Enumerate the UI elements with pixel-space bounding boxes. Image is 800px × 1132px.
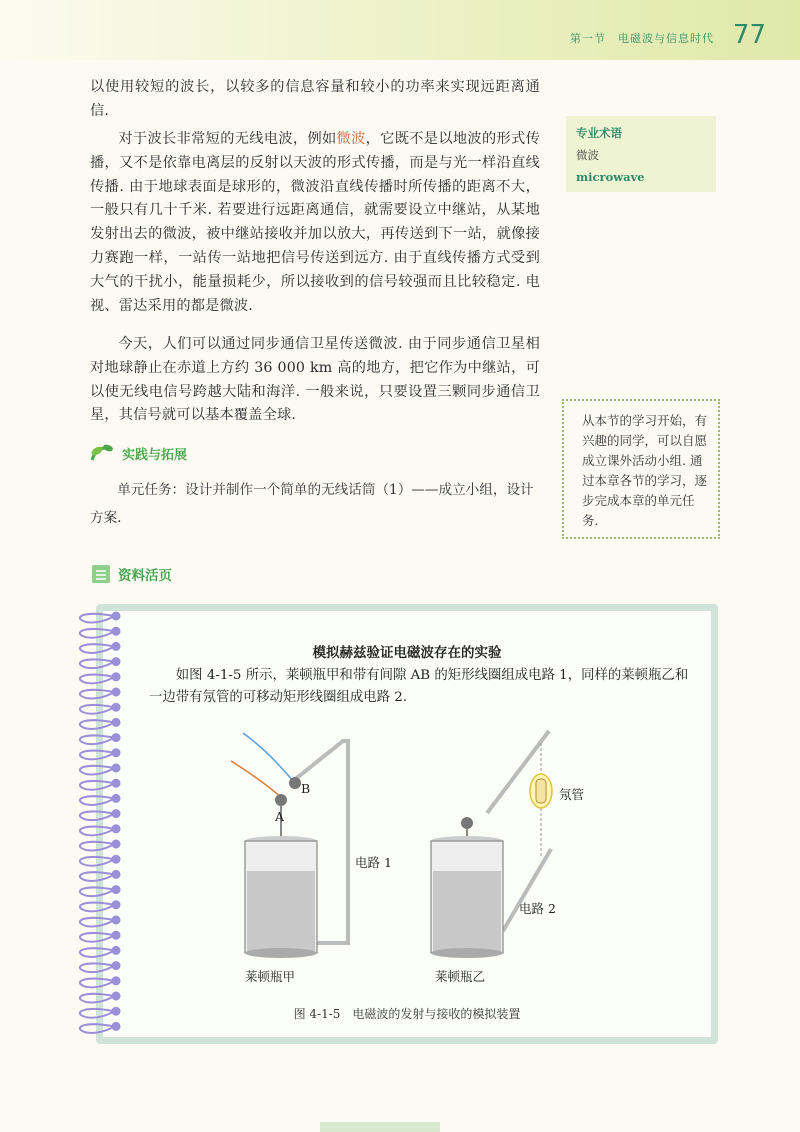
spiral-ring xyxy=(80,963,114,972)
spiral-hole xyxy=(112,870,121,879)
spiral-hole xyxy=(112,840,121,849)
jar-2-base xyxy=(431,948,503,958)
spiral-hole xyxy=(112,794,121,803)
page-number: 77 xyxy=(732,20,766,50)
glossary-box xyxy=(566,116,716,192)
resource-heading xyxy=(90,561,172,587)
spiral-hole xyxy=(112,733,121,742)
spiral-ring xyxy=(80,827,114,836)
spiral-hole xyxy=(112,657,121,666)
ball-a xyxy=(275,794,287,806)
spiral-ring xyxy=(80,872,114,881)
spiral-hole xyxy=(112,976,121,985)
spiral-ring xyxy=(80,994,114,1003)
practice-text: 单元任务：设计并制作一个简单的无线话筒（1）——成立小组，设计方案. xyxy=(90,482,534,526)
circuit-2-bottom-rod xyxy=(503,849,551,931)
spiral-ring xyxy=(80,659,114,668)
spiral-hole xyxy=(112,885,121,894)
spiral-ring xyxy=(80,796,114,805)
figure-caption: 图 4-1-5 电磁波的发射与接收的模拟装置 xyxy=(293,1007,521,1021)
spiral-hole xyxy=(112,764,121,773)
spiral-hole xyxy=(112,612,121,621)
spiral-hole xyxy=(112,672,121,681)
spiral-hole xyxy=(112,961,121,970)
jar-2-foil xyxy=(433,871,501,951)
spiral-hole xyxy=(112,1007,121,1016)
spiral-hole xyxy=(112,992,121,1001)
glossary-term-english: microwave xyxy=(576,170,645,184)
spiral-hole xyxy=(112,946,121,955)
circuit-1-label: 电路 1 xyxy=(355,855,392,870)
footer-bar xyxy=(320,1122,440,1132)
spiral-ring xyxy=(80,903,114,912)
spiral-ring xyxy=(80,751,114,760)
spiral-hole xyxy=(112,809,121,818)
microwave-term-highlight: 微波 xyxy=(336,131,366,147)
paragraph-3: 今天，人们可以通过同步通信卫星传送微波. 由于同步通信卫星相对地球静止在赤道上方约 36 000 km 高的地方，把它作为中继站，可以使无线电信号跨越大陆和海洋. 一般来说，只要设置三颗同步通信卫星，其信号就可以基本覆盖全球. xyxy=(90,336,540,424)
section-title: 第一节 电磁波与信息时代 xyxy=(570,32,714,45)
spiral-hole xyxy=(112,931,121,940)
spiral-ring xyxy=(80,948,114,957)
spiral-hole xyxy=(112,748,121,757)
card-title: 模拟赫兹验证电磁波存在的实验 xyxy=(312,645,502,661)
spiral-ring xyxy=(80,690,114,699)
spiral-hole xyxy=(112,855,121,864)
label-b: B xyxy=(301,781,311,796)
resource-label: 资料活页 xyxy=(118,568,172,584)
spiral-ring xyxy=(80,735,114,744)
spiral-ring xyxy=(80,857,114,866)
study-tip-box xyxy=(562,399,720,539)
spiral-hole xyxy=(112,627,121,636)
spiral-ring xyxy=(80,644,114,653)
spiral-ring xyxy=(80,766,114,775)
spiral-ring xyxy=(80,979,114,988)
spiral-ring xyxy=(80,629,114,638)
neon-tube xyxy=(536,779,546,803)
circuit-2-label: 电路 2 xyxy=(519,901,556,916)
spiral-hole xyxy=(112,642,121,651)
paragraph-2 xyxy=(90,128,540,318)
spiral-ring xyxy=(80,842,114,851)
paragraph-2-start: 对于波长非常短的无线电波，例如 xyxy=(118,131,337,147)
card-text: 如图 4-1-5 所示，莱顿瓶甲和带有间隙 AB 的矩形线圈组成电路 1，同样的莱顿瓶乙和一边带有氖管的可移动矩形线圈组成电路 2. xyxy=(149,668,689,705)
spiral-hole xyxy=(112,703,121,712)
spiral-hole xyxy=(112,900,121,909)
neon-tube-label: 氖管 xyxy=(559,787,585,802)
glossary-title: 专业术语 xyxy=(576,126,622,140)
jar-1-label: 莱顿瓶甲 xyxy=(245,969,296,984)
spiral-ring xyxy=(80,918,114,927)
experiment-figure xyxy=(223,721,593,1011)
spiral-ring xyxy=(80,1009,114,1018)
spiral-ring xyxy=(80,1024,114,1033)
wire-red xyxy=(231,761,283,799)
notebook-icon xyxy=(90,563,112,585)
spiral-ring xyxy=(80,887,114,896)
resource-card xyxy=(96,604,718,1044)
spiral-ring xyxy=(80,614,114,623)
spiral-binding xyxy=(62,604,124,1044)
spiral-hole xyxy=(112,779,121,788)
practice-heading xyxy=(88,440,187,466)
spiral-hole xyxy=(112,718,121,727)
jar-2-ball xyxy=(461,817,473,829)
spiral-ring xyxy=(80,781,114,790)
spiral-hole xyxy=(112,916,121,925)
spiral-ring xyxy=(80,933,114,942)
sprout-icon xyxy=(88,442,118,464)
spiral-ring xyxy=(80,675,114,684)
study-tip-text: 从本节的学习开始，有兴趣的同学，可以自愿成立课外活动小组. 通过本章各节的学习，逐步完成本章的单元任务. xyxy=(582,413,708,528)
practice-label: 实践与拓展 xyxy=(122,447,188,463)
paragraph-2-rest: ，它既不是以地波的形式传播，又不是依靠电离层的反射以天波的形式传播，而是与光一样沿直线传播. 由于地球表面是球形的，微波沿直线传播时所传播的距离不大，一般只有几十千米. 若要进行远距离通信，就需要设立中继站，从某地发射出去的微波，被中继站接收并加以放大，再传送到下一站，就像接力赛跑一样，一站传一站地把信号传送到远方. 由于直线传播方式受到大气的干扰小，能量损耗少，所以接收到的信号较强而且比较稳定. 电视、雷达采用的都是微波. xyxy=(90,131,540,314)
ball-b xyxy=(289,777,301,789)
spiral-hole xyxy=(112,824,121,833)
jar-2-label: 莱顿瓶乙 xyxy=(435,969,486,984)
jar-1-base xyxy=(245,948,317,958)
glossary-term: 微波 xyxy=(576,148,599,162)
spiral-hole xyxy=(112,1022,121,1031)
spiral-ring xyxy=(80,811,114,820)
spiral-ring xyxy=(80,720,114,729)
spiral-hole xyxy=(112,688,121,697)
jar-1-foil xyxy=(247,871,315,951)
spiral-ring xyxy=(80,705,114,714)
paragraph-1: 以使用较短的波长，以较多的信息容量和较小的功率来实现远距离通信. xyxy=(90,79,540,119)
label-a: A xyxy=(275,809,285,824)
